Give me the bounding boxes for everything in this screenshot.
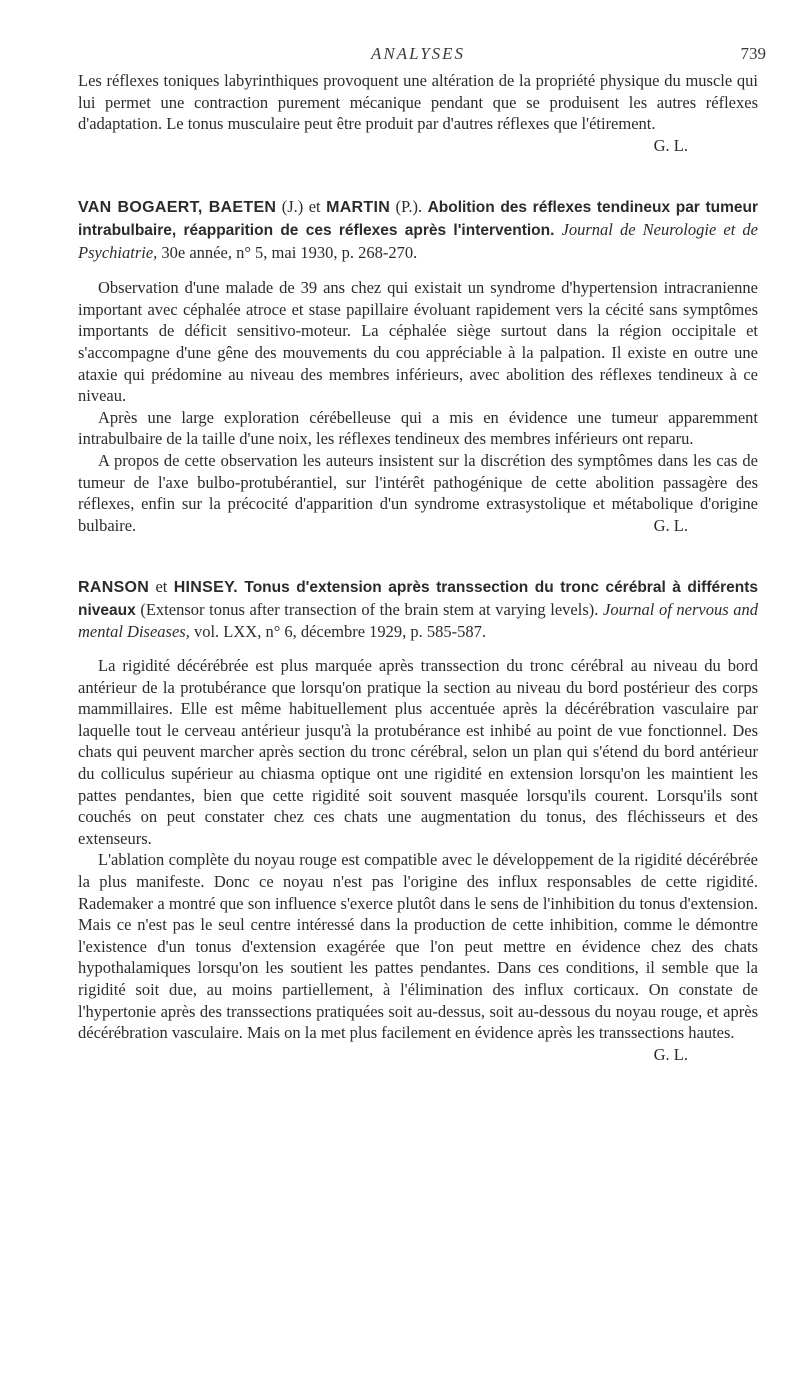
page-number: 739: [740, 44, 766, 63]
review-body: [78, 277, 758, 536]
review-title: Tonus d'extension après transsection du tronc cérébral à différents niveaux: [78, 579, 759, 619]
review-citation: 30e année, n° 5, mai 1930, p. 268-270.: [157, 242, 418, 262]
intro-text: Les réflexes toniques labyrinthiques provoquent une altération de la propriété physique du muscle qui lui permet une contraction purement mécanique pendant que se produisent les autres réflexes d'adaptation. Le tonus musculaire peut être produit par d'autres réflexes que l'étirement.: [78, 71, 758, 134]
review-paragraph: Après une large exploration cérébelleuse qui a mis en évidence une tumeur apparemment intrabulbaire de la taille d'une noix, les réflexes tendineux des membres inférieurs ont reparu.: [78, 407, 758, 449]
review-van-bogaert: [78, 196, 758, 536]
review-journal: Journal of nervous and mental Diseases,: [78, 599, 758, 642]
review-authors-second: MARTIN: [326, 199, 391, 217]
review-signature: G. L.: [653, 1044, 688, 1064]
review-authors-connector: et: [149, 577, 174, 597]
review-title: Abolition des réflexes tendineux par tumeur intrabulbaire, réapparition de ces réflexes après l'intervention.: [78, 199, 759, 239]
running-header: [78, 40, 766, 70]
review-authors-second: HINSEY.: [173, 579, 239, 597]
review-ranson-hinsey: [78, 576, 758, 1065]
intro-paragraph: [78, 70, 758, 155]
review-body: [78, 655, 758, 1065]
intro-signature: G. L.: [653, 135, 688, 155]
review-authors: RANSON: [78, 579, 150, 597]
journal-page: [78, 40, 766, 1065]
intro-section: [78, 70, 758, 156]
review-citation: vol. LXX, n° 6, décembre 1929, p. 585-587.: [189, 622, 487, 642]
review-paragraph: Observation d'une malade de 39 ans chez qui existait un syndrome d'hypertension intracranienne important avec céphalée atroce et stase papillaire évoluant rapidement vers la cécité sans symptômes importants de déficit sensitivo-moteur. La céphalée siège surtout dans la région occipitale et s'accompagne d'une gêne des mouvements du cou appréciable à la palpation. Il existe en outre une ataxie qui prédomine au niveau des membres inférieurs, avec abolition des réflexes tendineux à ce niveau.: [78, 278, 758, 406]
review-title-translation: (Extensor tonus after transection of the brain stem at varying levels).: [135, 599, 603, 619]
review-paragraph-text: A propos de cette observation les auteurs insistent sur la discrétion des symptômes dans les cas de tumeur de l'axe bulbo-protubérantiel, sur l'intérêt pathogénique de cette abolition passagère des réflexes, enfin sur la précocité d'apparition d'un syndrome extrasystolique et métabolique d'origine bulbaire.: [78, 450, 758, 535]
review-paragraph-text: L'ablation complète du noyau rouge est compatible avec le développement de la rigidité décérébrée la plus manifeste. Donc ce noyau n'est pas l'origine des influx responsables de cette rigidité. Rademaker a montré que son influence s'exerce plutôt dans le sens de l'inhibition du tonus d'extension. Mais ce n'est pas le seul centre intéressé dans la production de cette inhibition, comme le démontre l'existence d'un tonus d'extension exagérée que l'on peut mettre en évidence chez des chats hypothalamiques lorsqu'on les soutient les pattes pendantes. Dans ces conditions, il semble que la rigidité soit due, au moins partiellement, à l'élimination des influx corticaux. On constate de l'hypertonie après des transsections pratiquées soit au-dessus, soit au-dessous du noyau rouge, et après décérébration vasculaire. Mais on la met plus facilement en évidence après les transsections hautes.: [78, 850, 758, 1043]
review-paragraph-last: [78, 849, 758, 1064]
review-paragraph-last: [78, 450, 758, 536]
running-title: ANALYSES: [370, 44, 466, 63]
review-journal: Journal de Neurologie et de Psychiatrie,: [78, 219, 759, 262]
review-authors-initials: (J.) et: [276, 197, 327, 217]
review-paragraph: La rigidité décérébrée est plus marquée après transsection du tronc cérébral au niveau du bord antérieur de la protubérance que lorsqu'on pratique la section au niveau du bord postérieur des corps mammillaires. Elle est même habituellement plus accentuée après la décérébration vasculaire par laquelle tout le cerveau antérieur jusqu'à la protubérance est inhibé au point de vue fonctionnel. Des chats qui peuvent marcher après section du tronc cérébral, selon un plan qui s'étend du bord antérieur du colliculus supérieur au chiasma optique ont une rigidité en extension lorsqu'on les maintient les pattes pendantes, bien que cette rigidité soit souvent masquée lorsqu'ils courent. Lorsqu'ils sont couchés on peut constater chez ces chats une augmentation du tonus, des fléchisseurs et des extenseurs.: [78, 656, 758, 848]
review-heading: [78, 196, 758, 263]
review-authors: VAN BOGAERT, BAETEN: [78, 199, 277, 217]
review-authors-initials-second: (P.).: [390, 197, 428, 217]
review-signature: G. L.: [653, 515, 688, 535]
review-heading: [78, 576, 758, 643]
